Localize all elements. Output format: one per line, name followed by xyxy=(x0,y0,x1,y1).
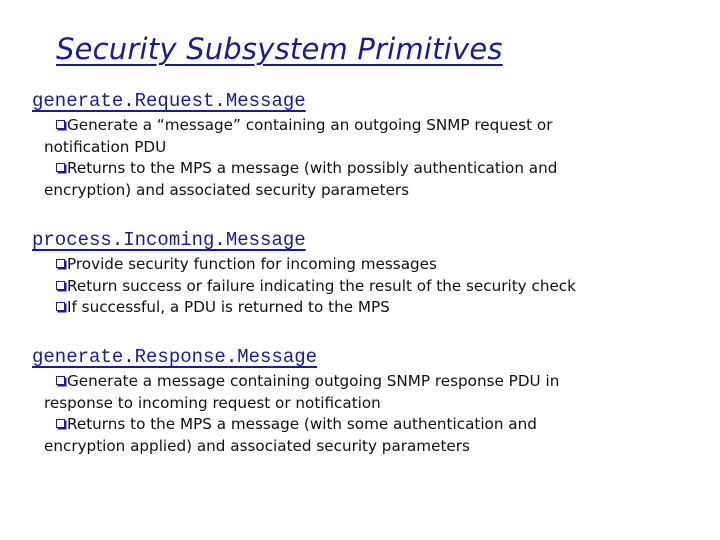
bullet-text-line1: Generate a message containing outgoing SNMP response PDU in xyxy=(67,372,560,390)
bullet-item xyxy=(32,297,692,319)
bullet-list xyxy=(32,254,692,319)
bullet-item xyxy=(32,115,692,158)
square-bullet-icon xyxy=(56,376,65,385)
bullet-item xyxy=(32,158,692,201)
square-bullet-icon xyxy=(56,419,65,428)
bullet-list xyxy=(32,371,692,457)
bullet-text-line2: notification PDU xyxy=(44,137,167,156)
bullet-text-line2: encryption) and associated security parameters xyxy=(44,180,410,199)
section-process-incoming-message xyxy=(32,229,692,319)
bullet-item xyxy=(32,276,692,298)
bullet-text-line2: encryption applied) and associated security parameters xyxy=(44,436,470,455)
square-bullet-icon xyxy=(56,302,65,311)
bullet-text-line1: Returns to the MPS a message (with some authentication and xyxy=(67,415,537,433)
slide-title: Security Subsystem Primitives xyxy=(56,32,503,66)
section-generate-response-message xyxy=(32,346,692,457)
bullet-text-line1: Return success or failure indicating the result of the security check xyxy=(67,276,576,295)
bullet-text-line1: Returns to the MPS a message (with possibly authentication and xyxy=(67,159,558,177)
square-bullet-icon xyxy=(56,163,65,172)
bullet-item xyxy=(32,414,692,457)
bullet-text-line1: If successful, a PDU is returned to the MPS xyxy=(67,298,390,316)
bullet-item xyxy=(32,371,692,414)
section-generate-request-message xyxy=(32,90,692,201)
bullet-text-line1: Generate a “message” containing an outgoing SNMP request or xyxy=(67,116,553,134)
section-heading: generate.Response.Message xyxy=(32,346,318,368)
section-heading: process.Incoming.Message xyxy=(32,229,306,251)
section-heading: generate.Request.Message xyxy=(32,90,306,112)
bullet-text-line1: Provide security function for incoming messages xyxy=(67,255,437,273)
bullet-list xyxy=(32,115,692,201)
square-bullet-icon xyxy=(56,281,65,290)
square-bullet-icon xyxy=(56,259,65,268)
bullet-item xyxy=(32,254,692,276)
bullet-text-line2: response to incoming request or notification xyxy=(44,393,381,412)
square-bullet-icon xyxy=(56,120,65,129)
